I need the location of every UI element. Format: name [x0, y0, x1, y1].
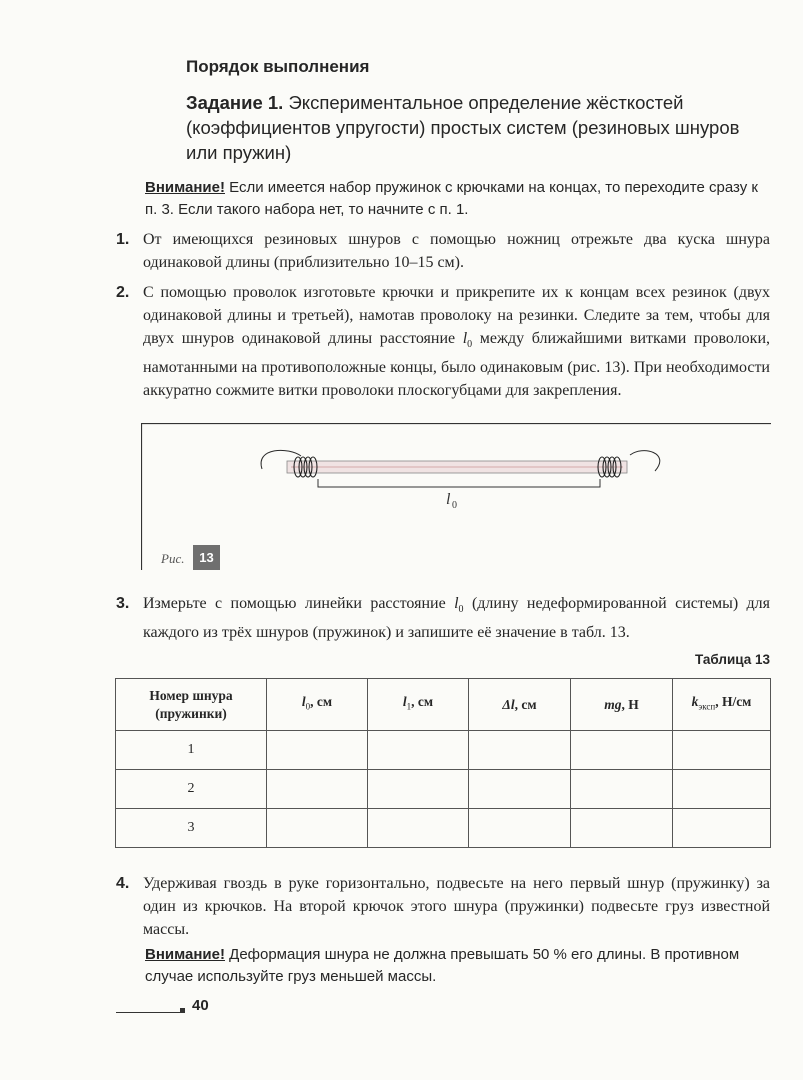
page-number: 40 — [192, 997, 209, 1014]
step-3 — [116, 592, 770, 644]
table-cell — [368, 731, 469, 770]
section-title: Порядок выполнения — [186, 57, 370, 76]
figure-13 — [141, 423, 771, 570]
table-cell — [267, 770, 368, 809]
header-k: $k_{эксп}$, Н/см — [673, 679, 771, 731]
footer-square-icon — [180, 1008, 185, 1013]
step-number: 3. — [116, 595, 130, 612]
table-cell — [469, 731, 571, 770]
length-symbol: l — [462, 330, 468, 347]
row-number: 1 — [116, 731, 267, 770]
step-number: 1. — [116, 231, 130, 248]
footer-rule — [116, 1012, 181, 1013]
measurement-table — [115, 678, 771, 848]
table-cell — [469, 809, 571, 848]
step-text — [143, 281, 770, 402]
step-1 — [116, 228, 770, 274]
attention-label: Внимание! — [145, 179, 225, 196]
table-header-row — [116, 679, 771, 731]
header-delta-l: Δl, см — [469, 679, 571, 731]
attention-label: Внимание! — [145, 946, 225, 963]
figure-caption: Рис. — [161, 551, 185, 566]
step-text-part: С помощью проволок изготовьте крючки и прикрепите их к концам всех резинок (двух одинаковой длины и третьей), намотав проволоку на резинки. Следите за тем, чтобы для двух шнуров одинаковой длины расстояние — [143, 284, 770, 347]
table-cell — [469, 770, 571, 809]
attention-note-1 — [145, 177, 769, 221]
table-cell — [673, 731, 771, 770]
length-symbol: l — [454, 595, 459, 612]
table-cell — [571, 731, 673, 770]
header-cord-number: Номер шнура (пружинки) — [116, 679, 267, 731]
attention-text: Деформация шнура не должна превышать 50 % его длины. В противном случае используйте груз меньшей массы. — [145, 946, 740, 985]
length-subscript: 0 — [467, 339, 473, 351]
step-text — [143, 592, 770, 644]
right-hook-icon — [630, 451, 660, 471]
length-label-sub: 0 — [452, 500, 457, 511]
task-title: Экспериментальное определение жёсткостей (коэффициентов упругости) простых систем (резиновых шнуров или пружин) — [186, 92, 740, 163]
header-mg: mg, Н — [571, 679, 673, 731]
step-number: 2. — [116, 284, 130, 301]
step-text-part: (длину недеформированной системы) для каждого из трёх шнуров (пружинок) и запишите её значение в табл. 13. — [143, 595, 771, 642]
step-text-part: между ближайшими витками проволоки, намотанными на противоположные концы, было одинаковым (рис. 13). При необходимости аккуратно сожмите витки проволоки плоскогубцами для закрепления. — [143, 330, 771, 400]
step-text-part: Измерьте с помощью линейки расстояние — [143, 595, 446, 612]
step-4 — [116, 872, 770, 941]
table-cell — [571, 770, 673, 809]
figure-number: 13 — [193, 545, 220, 570]
length-bracket — [318, 479, 600, 487]
table-cell — [673, 770, 771, 809]
row-number: 3 — [116, 809, 267, 848]
table-row — [116, 770, 771, 809]
table-cell — [673, 809, 771, 848]
task-label: Задание 1. — [186, 92, 284, 113]
length-label: l — [446, 491, 451, 508]
step-text: Удерживая гвоздь в руке горизонтально, подвесьте на него первый шнур (пружинку) за один из крючков. На второй крючок этого шнура (пружинки) подвесьте груз известной массы. — [143, 875, 770, 938]
table-cell — [571, 809, 673, 848]
header-l0: $l_0$, см — [267, 679, 368, 731]
step-2 — [116, 281, 770, 402]
table-row — [116, 731, 771, 770]
length-subscript: 0 — [458, 604, 464, 616]
table-cell — [267, 731, 368, 770]
table-cell — [368, 809, 469, 848]
table-cell — [368, 770, 469, 809]
step-text: От имеющихся резиновых шнуров с помощью ножниц отрежьте два куска шнура одинаковой длины (приблизительно 10–15 см). — [143, 231, 770, 271]
header-l1: $l_1$, см — [368, 679, 469, 731]
step-number: 4. — [116, 875, 130, 892]
table-cell — [267, 809, 368, 848]
cord-illustration — [141, 423, 771, 570]
task-heading — [186, 90, 746, 165]
table-caption: Таблица 13 — [694, 652, 770, 667]
row-number: 2 — [116, 770, 267, 809]
attention-note-2 — [145, 944, 769, 988]
attention-text: Если имеется набор пружинок с крючками на концах, то переходите сразу к п. 3. Если такого набора нет, то начните с п. 1. — [145, 179, 758, 218]
table-row — [116, 809, 771, 848]
